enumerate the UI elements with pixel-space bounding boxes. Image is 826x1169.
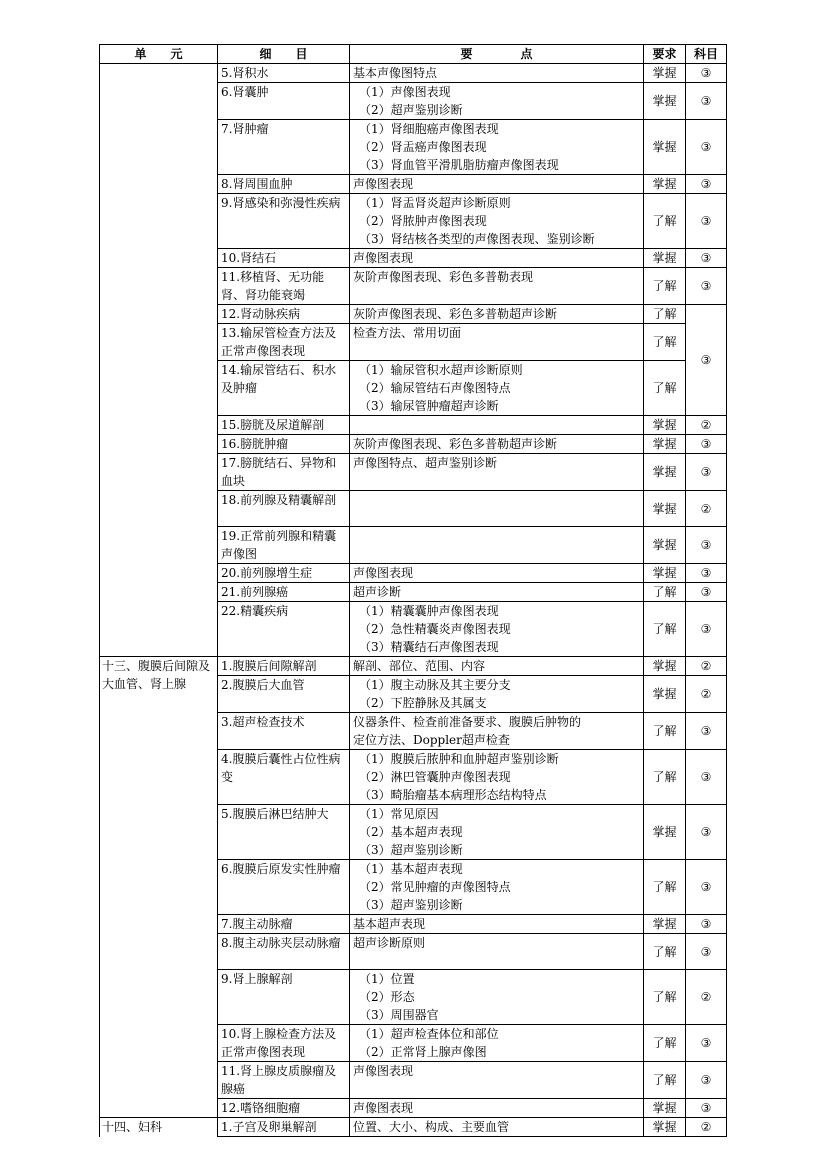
points-cell xyxy=(350,583,644,602)
item-cell: 2.腹膜后大血管 xyxy=(218,676,350,713)
point-line: （3）超声鉴别诊断 xyxy=(359,898,463,912)
requirement-cell: 掌握 xyxy=(644,805,686,860)
item-cell: 15.膀胱及尿道解剖 xyxy=(218,416,350,435)
points-cell xyxy=(350,324,644,361)
point-line: 声像图表现 xyxy=(353,251,414,265)
point-line: （1）位置 xyxy=(359,972,415,986)
requirement-cell: 掌握 xyxy=(644,175,686,194)
requirement-cell: 掌握 xyxy=(644,527,686,564)
item-cell: 14.输尿管结石、积水及肿瘤 xyxy=(218,361,350,416)
point-line: （2）输尿管结石声像图特点 xyxy=(359,381,511,395)
point-line: 声像图特点、超声鉴别诊断 xyxy=(353,456,498,470)
requirement-cell: 掌握 xyxy=(644,249,686,268)
point-line: （2）超声鉴别诊断 xyxy=(359,103,463,117)
item-cell: 10.肾结石 xyxy=(218,249,350,268)
points-cell xyxy=(350,564,644,583)
points-cell xyxy=(350,602,644,657)
point-line: （3）肾结核各类型的声像图表现、鉴别诊断 xyxy=(359,232,595,246)
header-requirement: 要求 xyxy=(644,45,686,64)
subject-cell: ③ xyxy=(686,713,727,750)
requirement-cell: 了解 xyxy=(644,583,686,602)
subject-cell: ③ xyxy=(686,1062,727,1099)
points-cell xyxy=(350,1025,644,1062)
item-cell: 22.精囊疾病 xyxy=(218,602,350,657)
subject-cell: ③ xyxy=(686,1099,727,1118)
point-line: （2）形态 xyxy=(359,990,415,1004)
point-line: （3）精囊结石声像图表现 xyxy=(359,640,499,654)
unit-cell: 十四、妇科 xyxy=(100,1118,218,1137)
points-cell xyxy=(350,454,644,491)
point-line: （2）下腔静脉及其属支 xyxy=(359,696,487,710)
item-cell: 1.子宫及卵巢解剖 xyxy=(218,1118,350,1137)
points-cell xyxy=(350,1118,644,1137)
subject-cell: ③ xyxy=(686,750,727,805)
point-line: （2）常见肿瘤的声像图特点 xyxy=(359,880,511,894)
item-cell: 9.肾上腺解剖 xyxy=(218,970,350,1025)
requirement-cell: 掌握 xyxy=(644,915,686,934)
point-line: 检查方法、常用切面 xyxy=(353,326,462,340)
points-cell xyxy=(350,860,644,915)
point-line: （3）输尿管肿瘤超声诊断 xyxy=(359,399,499,413)
subject-cell: ③ xyxy=(686,305,727,416)
points-cell xyxy=(350,657,644,676)
item-cell: 17.膀胱结石、异物和血块 xyxy=(218,454,350,491)
item-cell: 5.肾积水 xyxy=(218,64,350,83)
subject-cell: ② xyxy=(686,491,727,527)
point-line: （1）常见原因 xyxy=(359,807,439,821)
point-line: 定位方法、Doppler超声检查 xyxy=(353,733,510,747)
subject-cell: ③ xyxy=(686,120,727,175)
item-cell: 8.腹主动脉夹层动脉瘤 xyxy=(218,934,350,970)
subject-cell: ② xyxy=(686,416,727,435)
item-cell: 11.肾上腺皮质腺瘤及腺癌 xyxy=(218,1062,350,1099)
subject-cell: ③ xyxy=(686,915,727,934)
item-cell: 6.腹膜后原发实性肿瘤 xyxy=(218,860,350,915)
subject-cell: ② xyxy=(686,657,727,676)
requirement-cell: 掌握 xyxy=(644,120,686,175)
point-line: （1）肾细胞癌声像图表现 xyxy=(359,122,499,136)
item-cell: 9.肾感染和弥漫性疾病 xyxy=(218,194,350,249)
points-cell xyxy=(350,268,644,305)
subject-cell: ③ xyxy=(686,175,727,194)
item-cell: 20.前列腺增生症 xyxy=(218,564,350,583)
point-line: （1）超声检查体位和部位 xyxy=(359,1027,499,1041)
point-line: （1）肾盂肾炎超声诊断原则 xyxy=(359,196,511,210)
point-line: 仪器条件、检查前准备要求、腹膜后肿物的 xyxy=(353,715,582,729)
requirement-cell: 了解 xyxy=(644,750,686,805)
requirement-cell: 掌握 xyxy=(644,564,686,583)
requirement-cell: 掌握 xyxy=(644,435,686,454)
subject-cell: ③ xyxy=(686,194,727,249)
requirement-cell: 掌握 xyxy=(644,676,686,713)
point-line: （3）超声鉴别诊断 xyxy=(359,843,463,857)
unit-cell: 十三、腹膜后间隙及大血管、肾上腺 xyxy=(100,657,218,1118)
point-line: 声像图表现 xyxy=(353,177,414,191)
points-cell xyxy=(350,750,644,805)
item-cell: 18.前列腺及精囊解剖 xyxy=(218,491,350,527)
unit-cell-continued xyxy=(100,64,218,657)
subject-cell: ② xyxy=(686,676,727,713)
point-line: （1）输尿管积水超声诊断原则 xyxy=(359,363,523,377)
requirement-cell: 了解 xyxy=(644,194,686,249)
requirement-cell: 了解 xyxy=(644,860,686,915)
point-line: 超声诊断 xyxy=(353,585,402,599)
requirement-cell: 了解 xyxy=(644,934,686,970)
point-line: 解剖、部位、范围、内容 xyxy=(353,659,486,673)
point-line: 位置、大小、构成、主要血管 xyxy=(353,1120,510,1134)
requirement-cell: 掌握 xyxy=(644,657,686,676)
requirement-cell: 了解 xyxy=(644,1062,686,1099)
item-cell: 16.膀胱肿瘤 xyxy=(218,435,350,454)
point-line: （2）基本超声表现 xyxy=(359,825,463,839)
point-line: 声像图表现 xyxy=(353,1101,414,1115)
requirement-cell: 了解 xyxy=(644,602,686,657)
point-line: （1）精囊囊肿声像图表现 xyxy=(359,604,499,618)
points-cell xyxy=(350,64,644,83)
subject-cell: ② xyxy=(686,970,727,1025)
item-cell: 7.肾肿瘤 xyxy=(218,120,350,175)
header-item: 细 目 xyxy=(218,45,350,64)
subject-cell: ③ xyxy=(686,64,727,83)
header-row xyxy=(100,45,727,64)
subject-cell: ③ xyxy=(686,860,727,915)
item-cell: 6.肾囊肿 xyxy=(218,83,350,120)
points-cell xyxy=(350,1062,644,1099)
item-cell: 19.正常前列腺和精囊声像图 xyxy=(218,527,350,564)
points-cell xyxy=(350,435,644,454)
table-row xyxy=(100,657,727,676)
points-cell xyxy=(350,915,644,934)
requirement-cell: 掌握 xyxy=(644,1118,686,1137)
requirement-cell: 掌握 xyxy=(644,416,686,435)
points-cell xyxy=(350,676,644,713)
point-line: （2）淋巴管囊肿声像图表现 xyxy=(359,770,511,784)
subject-cell: ③ xyxy=(686,934,727,970)
point-line: （2）正常肾上腺声像图 xyxy=(359,1045,487,1059)
requirement-cell: 了解 xyxy=(644,268,686,305)
subject-cell: ③ xyxy=(686,268,727,305)
points-cell xyxy=(350,1099,644,1118)
subject-cell: ② xyxy=(686,1118,727,1137)
point-line: （3）肾血管平滑肌脂肪瘤声像图表现 xyxy=(359,158,559,172)
point-line: （3）周围器官 xyxy=(359,1008,439,1022)
item-cell: 4.腹膜后囊性占位性病变 xyxy=(218,750,350,805)
header-unit: 单 元 xyxy=(100,45,218,64)
item-cell: 10.肾上腺检查方法及正常声像图表现 xyxy=(218,1025,350,1062)
requirement-cell: 掌握 xyxy=(644,491,686,527)
point-line: 灰阶声像图表现、彩色多普勒表现 xyxy=(353,270,534,284)
item-cell: 13.输尿管检查方法及正常声像图表现 xyxy=(218,324,350,361)
subject-cell: ③ xyxy=(686,454,727,491)
point-line: （2）肾脓肿声像图表现 xyxy=(359,214,487,228)
subject-cell: ③ xyxy=(686,602,727,657)
requirement-cell: 了解 xyxy=(644,324,686,361)
point-line: （2）肾盂癌声像图表现 xyxy=(359,140,487,154)
syllabus-table xyxy=(99,44,727,1137)
point-line: （1）腹主动脉及其主要分支 xyxy=(359,678,511,692)
point-line: （1）声像图表现 xyxy=(359,85,451,99)
points-cell xyxy=(350,194,644,249)
points-cell xyxy=(350,934,644,970)
requirement-cell: 了解 xyxy=(644,361,686,416)
points-cell xyxy=(350,120,644,175)
header-subject: 科目 xyxy=(686,45,727,64)
points-cell xyxy=(350,805,644,860)
point-line: 超声诊断原则 xyxy=(353,936,426,950)
subject-cell: ③ xyxy=(686,249,727,268)
point-line: 声像图表现 xyxy=(353,566,414,580)
point-line: （3）畸胎瘤基本病理形态结构特点 xyxy=(359,788,547,802)
item-cell: 11.移植肾、无功能肾、肾功能衰竭 xyxy=(218,268,350,305)
point-line: 基本声像图特点 xyxy=(353,66,438,80)
item-cell: 12.肾动脉疾病 xyxy=(218,305,350,324)
requirement-cell: 掌握 xyxy=(644,454,686,491)
item-cell: 3.超声检查技术 xyxy=(218,713,350,750)
subject-cell: ③ xyxy=(686,805,727,860)
header-points: 要 点 xyxy=(350,45,644,64)
requirement-cell: 了解 xyxy=(644,1025,686,1062)
item-cell: 8.肾周围血肿 xyxy=(218,175,350,194)
point-line: （1）基本超声表现 xyxy=(359,862,463,876)
point-line: 声像图表现 xyxy=(353,1064,414,1078)
requirement-cell: 掌握 xyxy=(644,64,686,83)
item-cell: 21.前列腺癌 xyxy=(218,583,350,602)
item-cell: 1.腹膜后间隙解剖 xyxy=(218,657,350,676)
point-line: 灰阶声像图表现、彩色多普勒超声诊断 xyxy=(353,307,558,321)
points-cell xyxy=(350,970,644,1025)
item-cell: 7.腹主动脉瘤 xyxy=(218,915,350,934)
requirement-cell: 掌握 xyxy=(644,1099,686,1118)
points-cell xyxy=(350,527,644,564)
point-line: （1）腹膜后脓肿和血肿超声鉴别诊断 xyxy=(359,752,559,766)
subject-cell: ③ xyxy=(686,564,727,583)
point-line: 基本超声表现 xyxy=(353,917,426,931)
points-cell xyxy=(350,83,644,120)
table-row xyxy=(100,64,727,83)
subject-cell: ③ xyxy=(686,435,727,454)
points-cell xyxy=(350,713,644,750)
requirement-cell: 了解 xyxy=(644,713,686,750)
subject-cell: ③ xyxy=(686,527,727,564)
requirement-cell: 了解 xyxy=(644,305,686,324)
item-cell: 5.腹膜后淋巴结肿大 xyxy=(218,805,350,860)
point-line: （2）急性精囊炎声像图表现 xyxy=(359,622,511,636)
requirement-cell: 了解 xyxy=(644,970,686,1025)
requirement-cell: 掌握 xyxy=(644,83,686,120)
item-cell: 12.嗜铬细胞瘤 xyxy=(218,1099,350,1118)
point-line: 灰阶声像图表现、彩色多普勒超声诊断 xyxy=(353,437,558,451)
table-row xyxy=(100,1118,727,1137)
subject-cell: ③ xyxy=(686,1025,727,1062)
points-cell xyxy=(350,361,644,416)
points-cell xyxy=(350,491,644,527)
subject-cell: ③ xyxy=(686,583,727,602)
points-cell xyxy=(350,305,644,324)
points-cell xyxy=(350,249,644,268)
points-cell xyxy=(350,416,644,435)
subject-cell: ③ xyxy=(686,83,727,120)
points-cell xyxy=(350,175,644,194)
